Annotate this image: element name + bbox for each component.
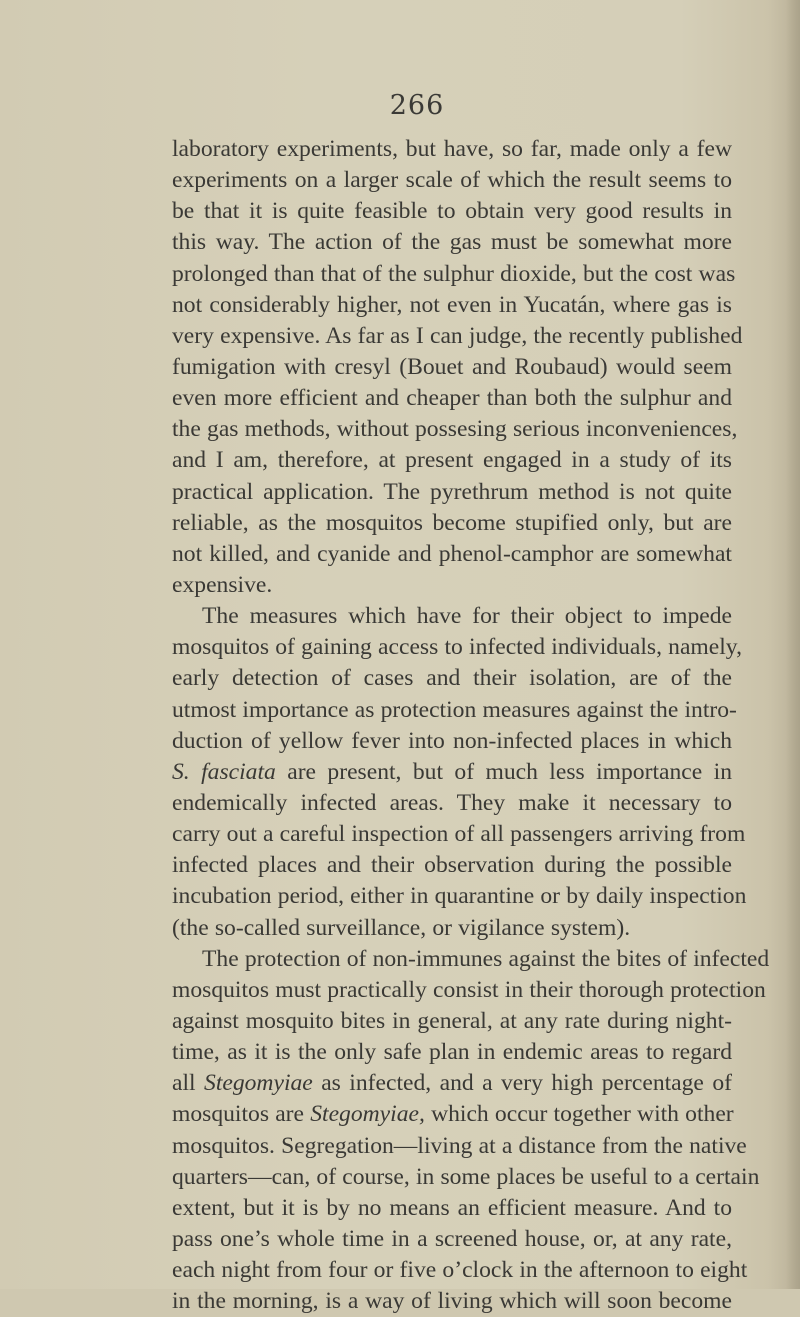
italic-species-name: Stegomyiae: [204, 1070, 313, 1097]
text-line: pass one’s whole time in a screened house, or, at any rate,: [172, 1225, 732, 1252]
text-line: utmost importance as protection measures against the intro-: [172, 696, 737, 723]
text-line: duction of yellow fever into non-infected places in which: [172, 727, 732, 754]
text-segment: all: [172, 1070, 205, 1097]
italic-species-name: S. fasciata: [172, 758, 276, 785]
text-line: and I am, therefore, at present engaged in a study of its: [172, 447, 732, 474]
text-line: experiments on a larger scale of which the result seems to: [172, 167, 732, 194]
page-edge-shadow: [786, 0, 800, 1289]
text-line: in the morning, is a way of living which will soon become: [172, 1288, 732, 1315]
text-line: (the so-called surveillance, or vigilance system).: [172, 914, 631, 941]
text-segment: as infected, and a very high percentage of: [312, 1070, 732, 1097]
text-line: incubation period, either in quarantine or by daily inspection: [172, 883, 747, 910]
text-line: time, as it is the only safe plan in endemic areas to regard: [172, 1039, 732, 1066]
text-line: be that it is quite feasible to obtain very good results in: [172, 198, 732, 225]
text-line: fumigation with cresyl (Bouet and Roubaud) would seem: [172, 353, 732, 380]
text-line: the gas methods, without possesing serious inconveniences,: [172, 416, 738, 443]
text-line: early detection of cases and their isolation, are of the: [172, 665, 732, 692]
italic-species-name: Stegomyiae,: [310, 1101, 425, 1128]
text-line: practical application. The pyrethrum method is not quite: [172, 478, 732, 505]
text-line: laboratory experiments, but have, so far, made only a few: [172, 136, 732, 162]
text-line: not considerably higher, not even in Yucatán, where gas is: [172, 291, 732, 318]
text-line: prolonged than that of the sulphur dioxide, but the cost was: [172, 260, 736, 287]
text-line: against mosquito bites in general, at any rate during night-: [172, 1007, 732, 1034]
text-line: The protection of non-immunes against the bites of infected: [202, 945, 770, 972]
text-line: even more efficient and cheaper than both the sulphur and: [172, 385, 732, 412]
text-line: this way. The action of the gas must be somewhat more: [172, 229, 732, 256]
text-line: not killed, and cyanide and phenol-camphor are somewhat: [172, 540, 732, 567]
text-line: each night from four or five o’clock in the afternoon to eight: [172, 1257, 748, 1284]
text-line: mosquitos must practically consist in their thorough protection: [172, 976, 766, 1003]
text-line: mosquitos of gaining access to infected individuals, namely,: [172, 634, 742, 661]
text-line: [172, 757, 732, 788]
text-line: reliable, as the mosquitos become stupified only, but are: [172, 509, 732, 536]
text-segment: which occur together with other: [424, 1101, 734, 1128]
page-number: 266: [389, 90, 445, 121]
text-line: extent, but it is by no means an efficient measure. And to: [172, 1194, 732, 1221]
text-line: carry out a careful inspection of all passengers arriving from: [172, 821, 746, 848]
text-line: endemically infected areas. They make it necessary to: [172, 789, 732, 816]
text-segment: mosquitos are: [172, 1101, 311, 1128]
text-segment: are present, but of much less importance in: [275, 758, 732, 785]
text-line: mosquitos. Segregation—living at a distance from the native: [172, 1132, 747, 1159]
text-line: quarters—can, of course, in some places be useful to a certain: [172, 1163, 760, 1190]
body-text: [172, 134, 770, 1317]
text-line: [172, 1068, 732, 1099]
text-line: The measures which have for their object to impede: [202, 603, 732, 630]
text-line: expensive.: [172, 571, 273, 598]
text-line: [172, 1099, 732, 1130]
text-line: very expensive. As far as I can judge, the recently published: [172, 322, 743, 349]
text-line: infected places and their observation during the possible: [172, 852, 732, 879]
